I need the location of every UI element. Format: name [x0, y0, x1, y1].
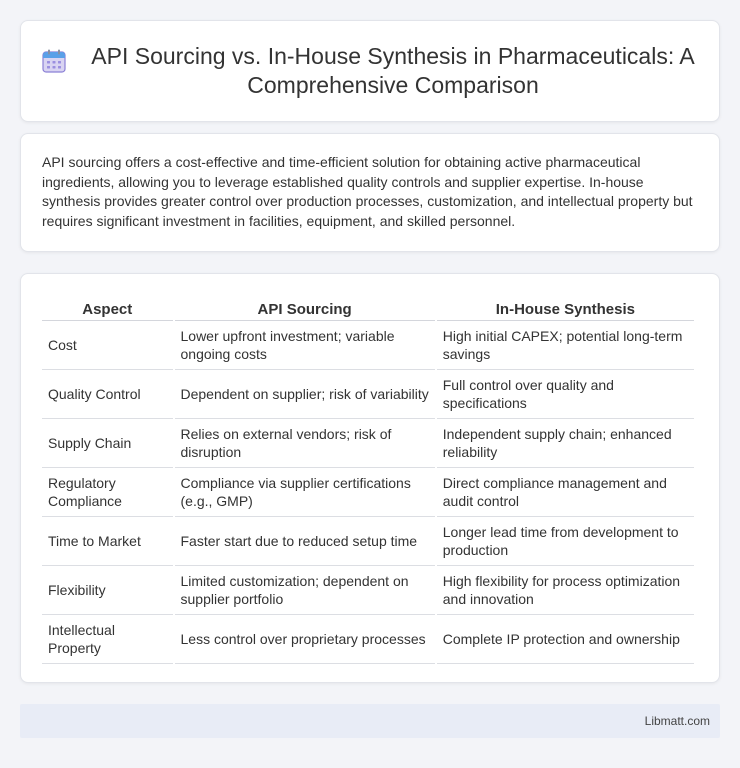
cell-aspect: Quality Control [42, 370, 173, 419]
table-row [42, 517, 694, 566]
cell-aspect: Supply Chain [42, 419, 173, 468]
column-header-in-house-synthesis: In-House Synthesis [437, 294, 694, 321]
footer [20, 704, 720, 738]
comparison-card [20, 273, 720, 683]
cell-aspect: Cost [42, 321, 173, 370]
cell-in-house-synthesis: Independent supply chain; enhanced reliability [437, 419, 694, 468]
cell-in-house-synthesis: Direct compliance management and audit control [437, 468, 694, 517]
table-row [42, 468, 694, 517]
calendar-icon [41, 48, 67, 74]
cell-api-sourcing: Dependent on supplier; risk of variability [175, 370, 435, 419]
title-row [41, 42, 699, 100]
title-card [20, 20, 720, 122]
cell-aspect: Intellectual Property [42, 615, 173, 664]
cell-in-house-synthesis: Full control over quality and specifications [437, 370, 694, 419]
cell-in-house-synthesis: High flexibility for process optimization and innovation [437, 566, 694, 615]
table-row [42, 566, 694, 615]
cell-api-sourcing: Lower upfront investment; variable ongoing costs [175, 321, 435, 370]
cell-api-sourcing: Limited customization; dependent on supplier portfolio [175, 566, 435, 615]
cell-api-sourcing: Faster start due to reduced setup time [175, 517, 435, 566]
table-header-row [42, 294, 694, 321]
cell-api-sourcing: Compliance via supplier certifications (e.g., GMP) [175, 468, 435, 517]
table-row [42, 419, 694, 468]
table-row [42, 321, 694, 370]
cell-api-sourcing: Relies on external vendors; risk of disruption [175, 419, 435, 468]
cell-aspect: Regulatory Compliance [42, 468, 173, 517]
table-row [42, 615, 694, 664]
cell-api-sourcing: Less control over proprietary processes [175, 615, 435, 664]
column-header-api-sourcing: API Sourcing [175, 294, 435, 321]
cell-in-house-synthesis: High initial CAPEX; potential long-term savings [437, 321, 694, 370]
comparison-table [40, 294, 696, 664]
summary-card [20, 133, 720, 252]
cell-aspect: Time to Market [42, 517, 173, 566]
column-header-aspect: Aspect [42, 294, 173, 321]
cell-in-house-synthesis: Longer lead time from development to production [437, 517, 694, 566]
page-title: API Sourcing vs. In-House Synthesis in Pharmaceuticals: A Comprehensive Comparison [91, 43, 695, 98]
cell-aspect: Flexibility [42, 566, 173, 615]
cell-in-house-synthesis: Complete IP protection and ownership [437, 615, 694, 664]
footer-brand[interactable]: Libmatt.com [644, 714, 710, 728]
table-row [42, 370, 694, 419]
summary-paragraph: API sourcing offers a cost-effective and time-efficient solution for obtaining active pharmaceutical ingredients, allowing you to leverage established quality controls and supplier expertise. In-house synthesis provides greater control over production processes, customization, and intellectual property but requires significant investment in facilities, equipment, and skilled personnel. [42, 154, 693, 229]
